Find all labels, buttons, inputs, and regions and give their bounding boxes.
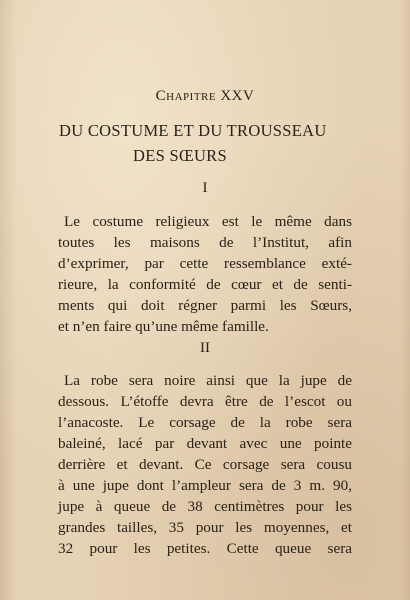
section-number: II	[200, 340, 210, 356]
paragraph-line: grandes tailles, 35 pour les moyennes, et	[58, 519, 352, 536]
chapter-heading: Chapitre XXV	[155, 88, 255, 104]
paragraph-line: et n’en faire qu’une même famille.	[58, 318, 269, 335]
paragraph-line: d’exprimer, par cette ressemblance exté-	[58, 255, 352, 272]
paragraph-line: à une jupe dont l’ampleur sera de 3 m. 90,	[58, 477, 352, 494]
paragraph-line: La robe sera noire ainsi que la jupe de	[64, 372, 352, 389]
paragraph-line: ments qui doit régner parmi les Sœurs,	[58, 297, 352, 314]
chapter-title-line-2: DES SŒURS	[133, 146, 227, 165]
paragraph-line: derrière et devant. Ce corsage sera cousu	[58, 456, 352, 473]
paragraph-line: l’anacoste. Le corsage de la robe sera	[58, 414, 352, 431]
paragraph-line: dessous. L’étoffe devra être de l’escot ou	[58, 393, 352, 410]
paragraph-line: rieure, la conformité de cœur et de senti-	[58, 276, 352, 293]
section-number: I	[202, 180, 208, 196]
paragraph-line: Le costume religieux est le même dans	[64, 213, 352, 230]
paragraph-line: 32 pour les petites. Cette queue sera	[58, 540, 352, 557]
paragraph-line: baleiné, lacé par devant avec une pointe	[58, 435, 352, 452]
paragraph-line: toutes les maisons de l’Institut, afin	[58, 234, 352, 251]
paragraph-line: jupe à queue de 38 centimètres pour les	[58, 498, 352, 515]
chapter-title-line-1: DU COSTUME ET DU TROUSSEAU	[59, 121, 327, 140]
